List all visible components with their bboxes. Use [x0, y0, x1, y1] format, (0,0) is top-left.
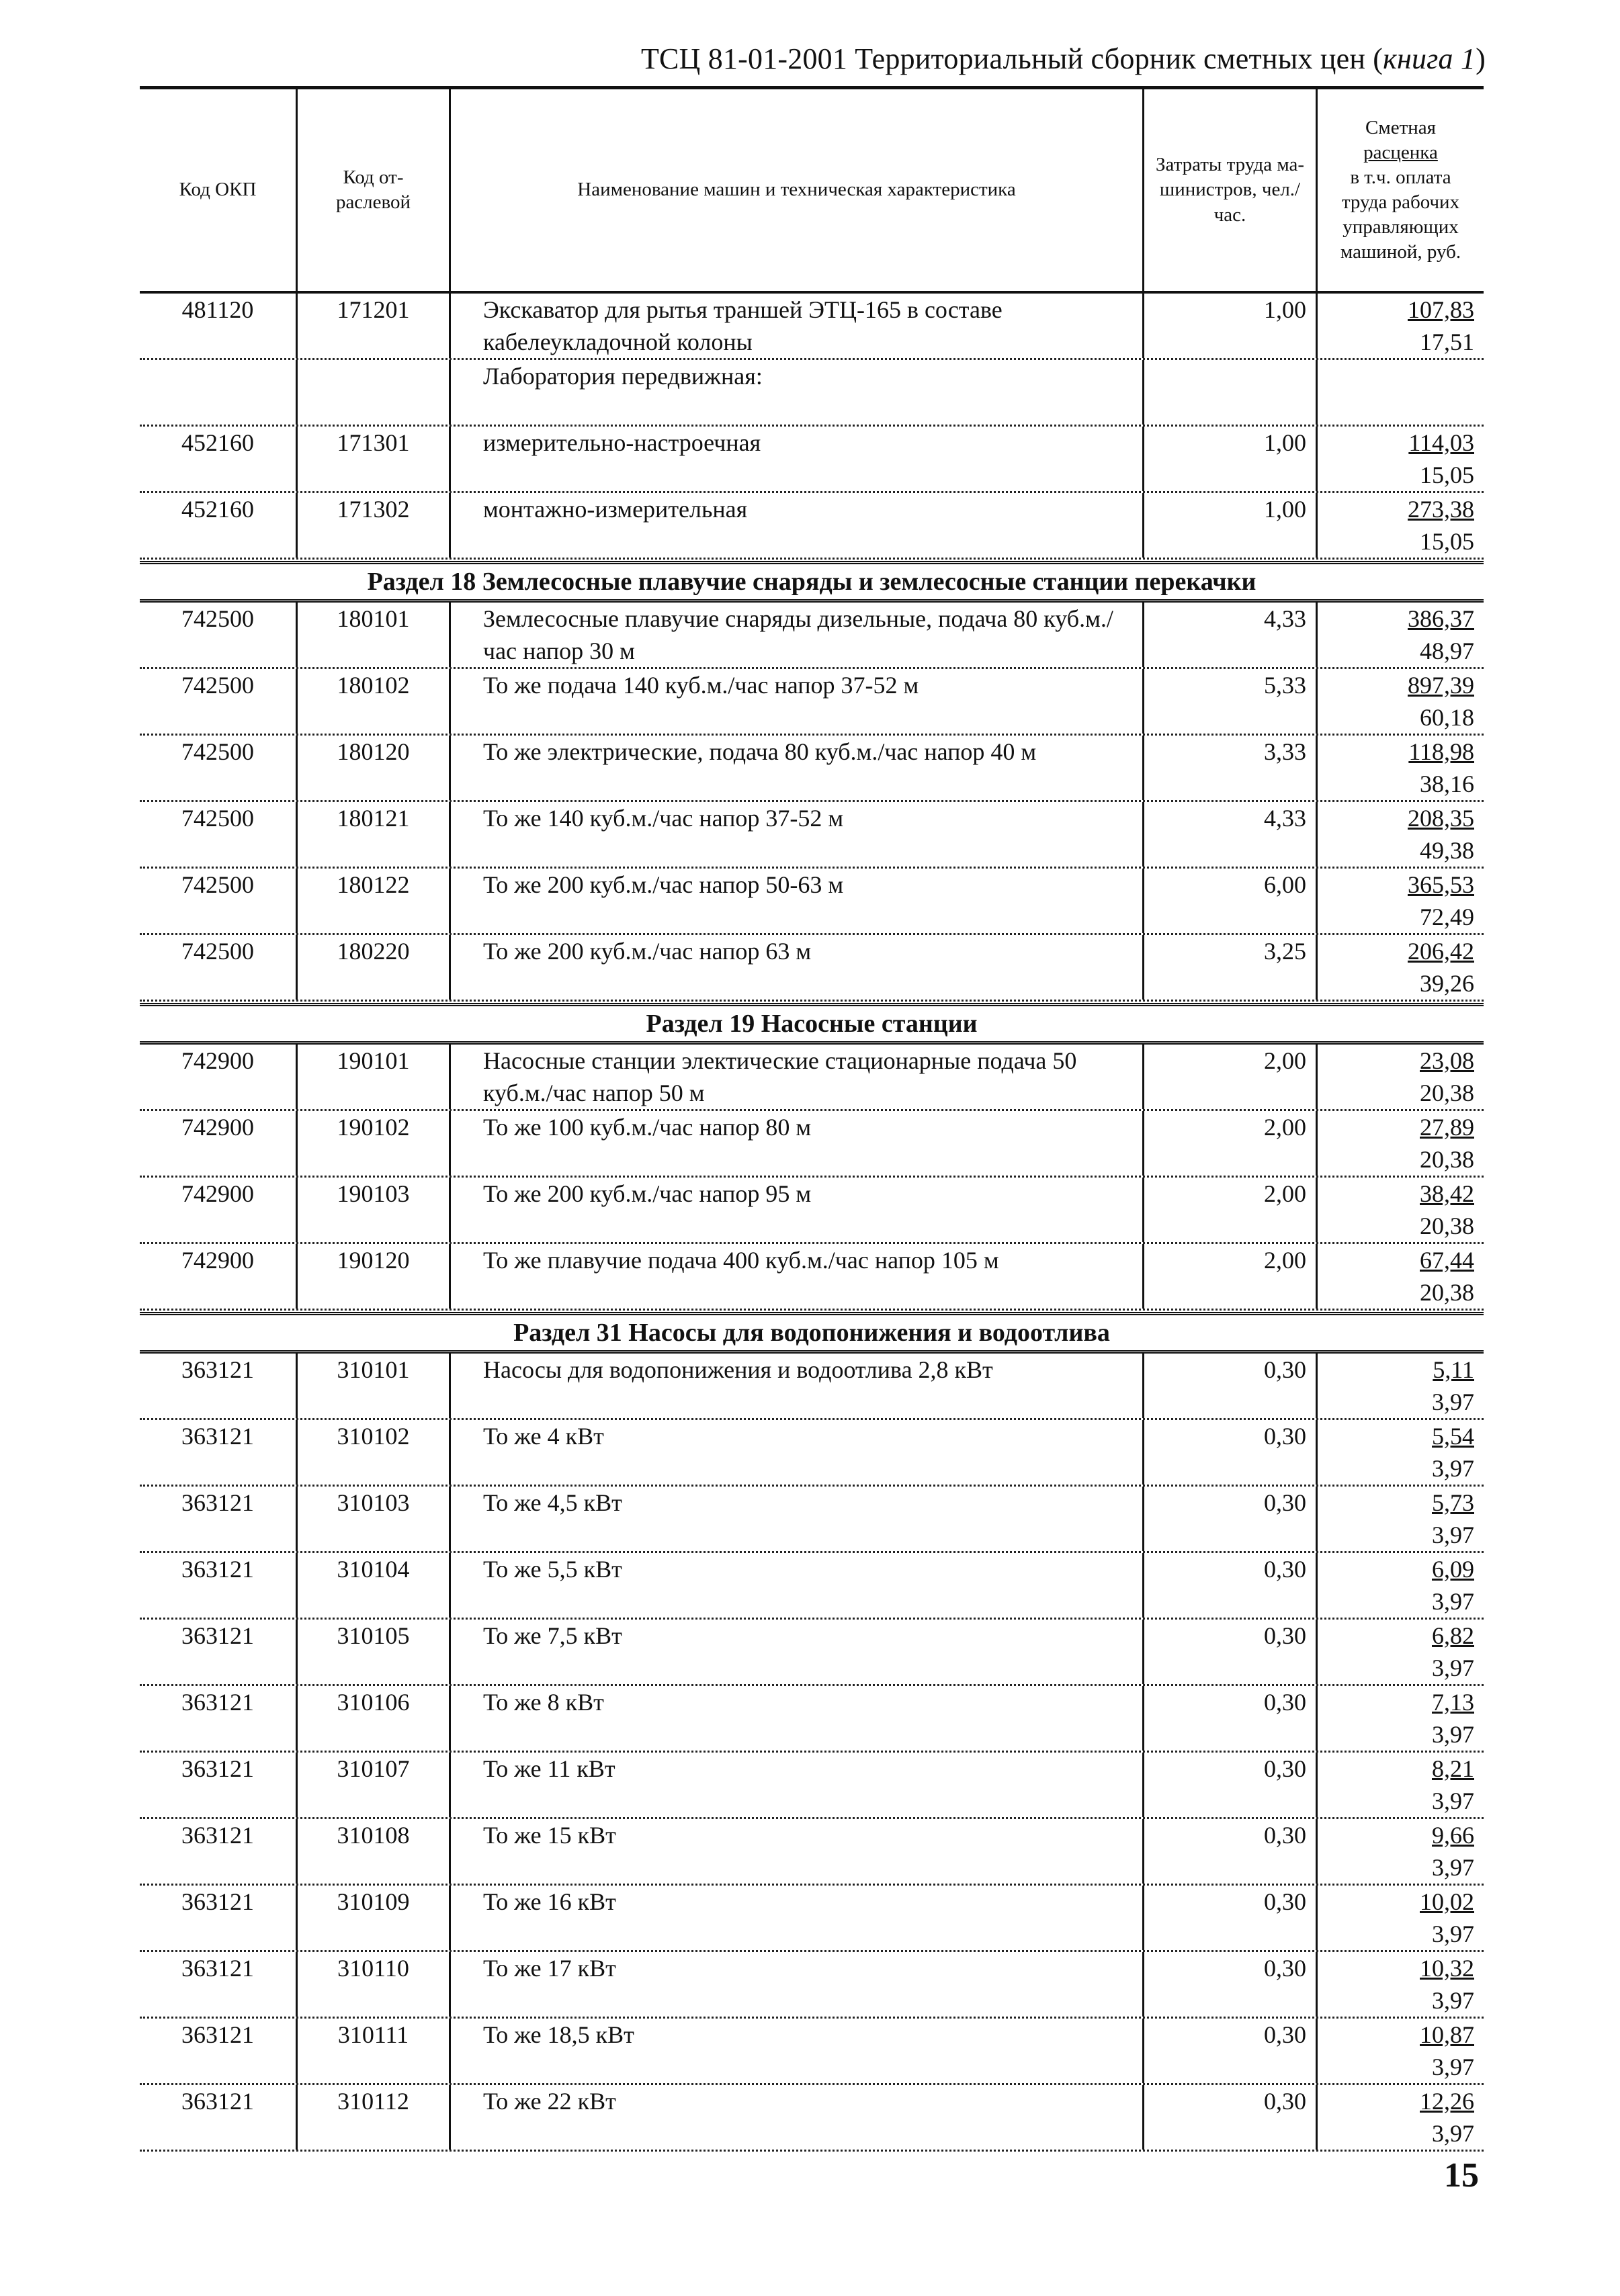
price-cell [1316, 1244, 1484, 1309]
price-table [140, 86, 1484, 2152]
estimated-price: 10,87 [1420, 2021, 1474, 2048]
estimated-price: 12,26 [1420, 2088, 1474, 2115]
operator-wage: 3,97 [1432, 1721, 1474, 1748]
running-header-book: книга 1 [1383, 42, 1476, 75]
price-cell [1316, 493, 1484, 558]
table-row [140, 2085, 1484, 2152]
estimated-price: 7,13 [1432, 1689, 1474, 1716]
machine-name-cell: То же плавучие подача 400 куб.м./час напор 105 м [449, 1244, 1142, 1309]
branch-code-cell: 310104 [296, 1553, 449, 1618]
okp-cell: 742500 [181, 672, 254, 699]
section-18-rows [140, 603, 1484, 1002]
estimated-price: 6,09 [1432, 1556, 1474, 1583]
estimated-price: 118,98 [1408, 738, 1474, 765]
operator-wage: 3,97 [1432, 1455, 1474, 1482]
table-row [140, 1244, 1484, 1311]
labor-cell: 1,00 [1142, 427, 1316, 491]
operator-wage: 72,49 [1420, 903, 1474, 930]
okp-cell: 363121 [181, 1622, 254, 1649]
operator-wage: 3,97 [1432, 2054, 1474, 2080]
price-cell [1316, 1487, 1484, 1551]
machine-name-cell: То же 4 кВт [449, 1420, 1142, 1485]
okp-cell: 742900 [181, 1114, 254, 1141]
branch-code-cell: 190102 [296, 1111, 449, 1176]
header-branch-code: Код от-раслевой [296, 89, 449, 291]
price-cell [1316, 1111, 1484, 1176]
branch-code-cell: 180122 [296, 869, 449, 933]
estimated-price: 10,02 [1420, 1888, 1474, 1915]
table-row [140, 736, 1484, 802]
operator-wage: 3,97 [1432, 1987, 1474, 2014]
labor-cell: 6,00 [1142, 869, 1316, 933]
branch-code-cell: 310108 [296, 1819, 449, 1884]
table-row [140, 1354, 1484, 1420]
price-cell [1316, 736, 1484, 800]
branch-code-cell: 180102 [296, 669, 449, 734]
estimated-price: 273,38 [1408, 496, 1474, 523]
estimated-price: 5,73 [1432, 1489, 1474, 1516]
price-cell [1316, 2085, 1484, 2150]
machine-name-cell: То же 140 куб.м./час напор 37-52 м [449, 802, 1142, 867]
estimated-price: 67,44 [1420, 1247, 1474, 1274]
okp-cell: 452160 [181, 496, 254, 523]
branch-code-cell: 310101 [296, 1354, 449, 1418]
okp-cell: 742500 [181, 605, 254, 632]
okp-cell: 742500 [181, 938, 254, 965]
table-row [140, 1111, 1484, 1178]
branch-code-cell [296, 360, 449, 425]
labor-cell: 0,30 [1142, 1620, 1316, 1684]
operator-wage: 38,16 [1420, 770, 1474, 797]
header-price-top: Сметная [1365, 116, 1436, 138]
section-31-heading: Раздел 31 Насосы для водопонижения и водоотлива [140, 1312, 1484, 1354]
labor-cell: 1,00 [1142, 493, 1316, 558]
branch-code-cell: 171301 [296, 427, 449, 491]
operator-wage: 3,97 [1432, 1854, 1474, 1881]
price-cell [1316, 1753, 1484, 1817]
estimated-price: 27,89 [1420, 1114, 1474, 1141]
labor-cell: 3,25 [1142, 935, 1316, 1000]
labor-cell: 2,00 [1142, 1111, 1316, 1176]
table-row [140, 1045, 1484, 1111]
labor-cell: 0,30 [1142, 1354, 1316, 1418]
estimated-price: 9,66 [1432, 1822, 1474, 1849]
machine-name-cell: То же 200 куб.м./час напор 63 м [449, 935, 1142, 1000]
table-row [140, 294, 1484, 360]
branch-code-cell: 190101 [296, 1045, 449, 1109]
branch-code-cell: 310110 [296, 1952, 449, 2017]
operator-wage: 3,97 [1432, 1654, 1474, 1681]
labor-cell: 0,30 [1142, 1553, 1316, 1618]
okp-cell: 363121 [181, 1822, 254, 1849]
branch-code-cell: 180120 [296, 736, 449, 800]
operator-wage: 20,38 [1420, 1146, 1474, 1173]
labor-cell: 0,30 [1142, 1952, 1316, 2017]
machine-name-cell: То же 5,5 кВт [449, 1553, 1142, 1618]
header-price-sub: расценка [1363, 141, 1438, 163]
machine-name-cell: То же 16 кВт [449, 1886, 1142, 1950]
machine-name-cell: Землесосные плавучие снаряды дизельные, подача 80 куб.м./час напор 30 м [449, 603, 1142, 667]
operator-wage: 15,05 [1420, 461, 1474, 488]
labor-cell: 0,30 [1142, 1420, 1316, 1485]
price-cell [1316, 1553, 1484, 1618]
labor-cell: 0,30 [1142, 1487, 1316, 1551]
machine-name-cell: Насосы для водопонижения и водоотлива 2,8 кВт [449, 1354, 1142, 1418]
okp-cell: 363121 [181, 1423, 254, 1450]
labor-cell: 2,00 [1142, 1178, 1316, 1242]
branch-code-cell: 310102 [296, 1420, 449, 1485]
machine-name-cell: Насосные станции электические стационарные подача 50 куб.м./час напор 50 м [449, 1045, 1142, 1109]
operator-wage: 20,38 [1420, 1279, 1474, 1306]
machine-name-cell: То же 15 кВт [449, 1819, 1142, 1884]
table-row [140, 1553, 1484, 1620]
okp-cell: 742500 [181, 805, 254, 832]
header-price [1316, 89, 1484, 291]
branch-code-cell: 310103 [296, 1487, 449, 1551]
table-row [140, 1487, 1484, 1553]
estimated-price: 386,37 [1408, 605, 1474, 632]
labor-cell: 0,30 [1142, 1686, 1316, 1751]
estimated-price: 206,42 [1408, 938, 1474, 965]
price-cell [1316, 603, 1484, 667]
table-row [140, 1886, 1484, 1952]
table-row [140, 1952, 1484, 2019]
branch-code-cell: 171201 [296, 294, 449, 358]
labor-cell: 0,30 [1142, 2085, 1316, 2150]
machine-name-cell: То же подача 140 куб.м./час напор 37-52 м [449, 669, 1142, 734]
rows-top-group [140, 294, 1484, 560]
operator-wage: 17,51 [1420, 328, 1474, 355]
estimated-price: 10,32 [1420, 1955, 1474, 1982]
price-cell [1316, 1178, 1484, 1242]
header-name: Наименование машин и техническая характеристика [449, 89, 1142, 291]
table-row [140, 1420, 1484, 1487]
operator-wage: 60,18 [1420, 704, 1474, 731]
okp-cell: 363121 [181, 1689, 254, 1716]
price-cell [1316, 1354, 1484, 1418]
table-row [140, 1686, 1484, 1753]
estimated-price: 5,54 [1432, 1423, 1474, 1450]
machine-name-cell: То же 7,5 кВт [449, 1620, 1142, 1684]
running-header-close: ) [1476, 42, 1486, 75]
machine-name-cell: измерительно-настроечная [449, 427, 1142, 491]
operator-wage: 39,26 [1420, 970, 1474, 997]
branch-code-cell: 180220 [296, 935, 449, 1000]
price-cell [1316, 360, 1484, 425]
machine-name-cell: То же 22 кВт [449, 2085, 1142, 2150]
table-row [140, 1620, 1484, 1686]
price-cell [1316, 2019, 1484, 2083]
branch-code-cell: 171302 [296, 493, 449, 558]
estimated-price: 365,53 [1408, 871, 1474, 898]
table-row [140, 2019, 1484, 2085]
table-row [140, 1753, 1484, 1819]
branch-code-cell: 310112 [296, 2085, 449, 2150]
labor-cell: 0,30 [1142, 1886, 1316, 1950]
price-cell [1316, 935, 1484, 1000]
estimated-price: 114,03 [1408, 429, 1474, 456]
running-header [641, 42, 1486, 76]
machine-name-cell: монтажно-измерительная [449, 493, 1142, 558]
machine-name-cell: То же 200 куб.м./час напор 50-63 м [449, 869, 1142, 933]
labor-cell: 0,30 [1142, 2019, 1316, 2083]
operator-wage: 20,38 [1420, 1212, 1474, 1239]
table-row [140, 603, 1484, 669]
okp-cell: 452160 [181, 429, 254, 456]
table-row [140, 427, 1484, 493]
price-cell [1316, 427, 1484, 491]
price-cell [1316, 294, 1484, 358]
table-row [140, 669, 1484, 736]
okp-cell: 742900 [181, 1180, 254, 1207]
okp-cell: 363121 [181, 1888, 254, 1915]
header-labor: Затраты труда ма-шинистров, чел./час. [1142, 89, 1316, 291]
running-header-text: ТСЦ 81-01-2001 Территориальный сборник сметных цен ( [640, 42, 1383, 75]
table-row [140, 802, 1484, 869]
table-row [140, 1819, 1484, 1886]
machine-name-cell: То же электрические, подача 80 куб.м./час напор 40 м [449, 736, 1142, 800]
machine-name-cell: То же 18,5 кВт [449, 2019, 1142, 2083]
machine-name-cell: То же 4,5 кВт [449, 1487, 1142, 1551]
branch-code-cell: 310107 [296, 1753, 449, 1817]
price-cell [1316, 1045, 1484, 1109]
okp-cell: 363121 [181, 2021, 254, 2048]
okp-cell: 363121 [181, 1489, 254, 1516]
okp-cell: 481120 [181, 296, 254, 323]
okp-cell: 742500 [181, 738, 254, 765]
operator-wage: 20,38 [1420, 1079, 1474, 1106]
estimated-price: 6,82 [1432, 1622, 1474, 1649]
estimated-price: 897,39 [1408, 672, 1474, 699]
estimated-price: 23,08 [1420, 1047, 1474, 1074]
header-okp: Код ОКП [179, 179, 257, 201]
section-19-rows [140, 1045, 1484, 1311]
branch-code-cell: 190120 [296, 1244, 449, 1309]
price-cell [1316, 1620, 1484, 1684]
machine-name-cell: То же 11 кВт [449, 1753, 1142, 1817]
table-row [140, 869, 1484, 935]
operator-wage: 3,97 [1432, 1388, 1474, 1415]
machine-name-cell: То же 8 кВт [449, 1686, 1142, 1751]
machine-name-cell: Лаборатория передвижная: [449, 360, 1142, 425]
branch-code-cell: 190103 [296, 1178, 449, 1242]
price-cell [1316, 1886, 1484, 1950]
labor-cell: 3,33 [1142, 736, 1316, 800]
section-19-heading: Раздел 19 Насосные станции [140, 1003, 1484, 1045]
labor-cell: 5,33 [1142, 669, 1316, 734]
estimated-price: 5,11 [1433, 1356, 1474, 1383]
branch-code-cell: 310105 [296, 1620, 449, 1684]
okp-cell: 363121 [181, 2088, 254, 2115]
operator-wage: 15,05 [1420, 528, 1474, 555]
okp-cell: 742900 [181, 1047, 254, 1074]
table-row [140, 935, 1484, 1002]
okp-cell: 742500 [181, 871, 254, 898]
estimated-price: 107,83 [1408, 296, 1474, 323]
section-31-rows [140, 1354, 1484, 2152]
branch-code-cell: 310109 [296, 1886, 449, 1950]
operator-wage: 3,97 [1432, 1787, 1474, 1814]
estimated-price: 38,42 [1420, 1180, 1474, 1207]
okp-cell: 363121 [181, 1356, 254, 1383]
table-row [140, 493, 1484, 560]
table-row [140, 1178, 1484, 1244]
operator-wage: 3,97 [1432, 1920, 1474, 1947]
labor-cell: 0,30 [1142, 1753, 1316, 1817]
machine-name-cell: То же 17 кВт [449, 1952, 1142, 2017]
operator-wage: 3,97 [1432, 1588, 1474, 1615]
labor-cell [1142, 360, 1316, 425]
machine-name-cell: Экскаватор для рытья траншей ЭТЦ-165 в составе кабелеукладочной колоны [449, 294, 1142, 358]
estimated-price: 208,35 [1408, 805, 1474, 832]
branch-code-cell: 180121 [296, 802, 449, 867]
labor-cell: 0,30 [1142, 1819, 1316, 1884]
table-row [140, 360, 1484, 427]
okp-cell [140, 360, 296, 425]
price-cell [1316, 802, 1484, 867]
page-number: 15 [1444, 2156, 1479, 2195]
price-cell [1316, 669, 1484, 734]
header-price-rest: в т.ч. оплата труда рабочих управляющих машиной, руб. [1340, 166, 1461, 263]
price-cell [1316, 869, 1484, 933]
branch-code-cell: 310106 [296, 1686, 449, 1751]
okp-cell: 363121 [181, 1755, 254, 1782]
okp-cell: 363121 [181, 1556, 254, 1583]
operator-wage: 49,38 [1420, 837, 1474, 864]
machine-name-cell: То же 100 куб.м./час напор 80 м [449, 1111, 1142, 1176]
okp-cell: 742900 [181, 1247, 254, 1274]
price-cell [1316, 1420, 1484, 1485]
operator-wage: 3,97 [1432, 1521, 1474, 1548]
labor-cell: 4,33 [1142, 802, 1316, 867]
price-cell [1316, 1819, 1484, 1884]
okp-cell: 363121 [181, 1955, 254, 1982]
section-18-heading: Раздел 18 Землесосные плавучие снаряды и землесосные станции перекачки [140, 561, 1484, 603]
labor-cell: 4,33 [1142, 603, 1316, 667]
price-cell [1316, 1686, 1484, 1751]
machine-name-cell: То же 200 куб.м./час напор 95 м [449, 1178, 1142, 1242]
table-header [140, 89, 1484, 294]
estimated-price: 8,21 [1432, 1755, 1474, 1782]
operator-wage: 48,97 [1420, 637, 1474, 664]
price-cell [1316, 1952, 1484, 2017]
branch-code-cell: 180101 [296, 603, 449, 667]
labor-cell: 2,00 [1142, 1244, 1316, 1309]
labor-cell: 1,00 [1142, 294, 1316, 358]
operator-wage: 3,97 [1432, 2120, 1474, 2147]
branch-code-cell: 310111 [296, 2019, 449, 2083]
labor-cell: 2,00 [1142, 1045, 1316, 1109]
